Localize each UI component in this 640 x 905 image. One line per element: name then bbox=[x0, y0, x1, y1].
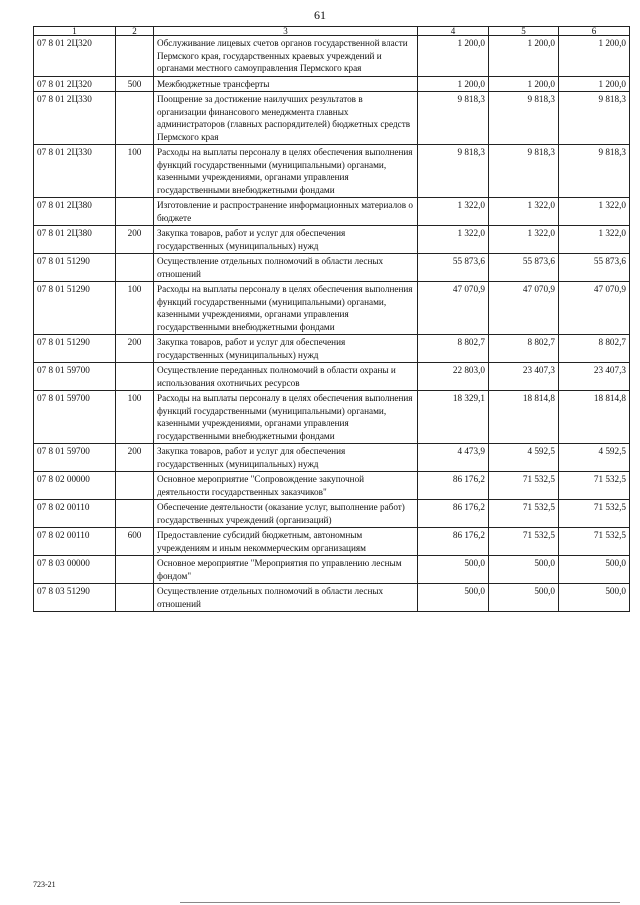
row-value-5: 8 802,7 bbox=[489, 335, 559, 363]
row-expense-type: 600 bbox=[116, 528, 154, 556]
row-name: Осуществление отдельных полномочий в области лесных отношений bbox=[154, 584, 418, 612]
column-header: 1 bbox=[34, 27, 116, 36]
row-value-5: 1 200,0 bbox=[489, 36, 559, 77]
footer-divider bbox=[180, 902, 620, 903]
table-row bbox=[34, 363, 630, 391]
row-code: 07 8 01 51290 bbox=[34, 282, 116, 335]
table-row bbox=[34, 254, 630, 282]
row-expense-type: 200 bbox=[116, 335, 154, 363]
row-value-6: 18 814,8 bbox=[559, 391, 630, 444]
row-expense-type bbox=[116, 92, 154, 145]
row-value-6: 1 322,0 bbox=[559, 198, 630, 226]
row-name: Поощрение за достижение наилучших результатов в организации финансового менеджмента главных администраторов (главных распорядителей) бюджетных средств Пермского края bbox=[154, 92, 418, 145]
row-name: Основное мероприятие "Мероприятия по управлению лесным фондом" bbox=[154, 556, 418, 584]
column-header: 4 bbox=[418, 27, 489, 36]
row-code: 07 8 01 2Ц380 bbox=[34, 226, 116, 254]
row-value-6: 1 200,0 bbox=[559, 36, 630, 77]
row-value-6: 9 818,3 bbox=[559, 92, 630, 145]
row-value-5: 9 818,3 bbox=[489, 92, 559, 145]
column-number-row bbox=[34, 27, 630, 36]
row-value-6: 9 818,3 bbox=[559, 145, 630, 198]
table-row bbox=[34, 500, 630, 528]
row-name: Закупка товаров, работ и услуг для обеспечения государственных (муниципальных) нужд bbox=[154, 444, 418, 472]
row-name: Основное мероприятие "Сопровождение закупочной деятельности государственных заказчиков" bbox=[154, 472, 418, 500]
table-row bbox=[34, 282, 630, 335]
row-name: Расходы на выплаты персоналу в целях обеспечения выполнения функций государственными (муниципальными) органами, казенными учреждениями, органами управления государственными внебюджетными фондами bbox=[154, 145, 418, 198]
row-value-6: 71 532,5 bbox=[559, 528, 630, 556]
row-value-6: 500,0 bbox=[559, 556, 630, 584]
table-row bbox=[34, 36, 630, 77]
row-value-4: 1 322,0 bbox=[418, 226, 489, 254]
row-expense-type bbox=[116, 363, 154, 391]
row-expense-type: 100 bbox=[116, 282, 154, 335]
row-value-4: 8 802,7 bbox=[418, 335, 489, 363]
row-code: 07 8 01 51290 bbox=[34, 335, 116, 363]
footer-code: 723-21 bbox=[33, 880, 56, 889]
row-expense-type bbox=[116, 198, 154, 226]
table-row bbox=[34, 391, 630, 444]
row-value-5: 1 200,0 bbox=[489, 76, 559, 92]
row-value-6: 55 873,6 bbox=[559, 254, 630, 282]
row-value-4: 18 329,1 bbox=[418, 391, 489, 444]
row-name: Осуществление переданных полномочий в области охраны и использования охотничьих ресурсов bbox=[154, 363, 418, 391]
row-expense-type bbox=[116, 36, 154, 77]
row-value-4: 500,0 bbox=[418, 556, 489, 584]
row-value-6: 23 407,3 bbox=[559, 363, 630, 391]
row-expense-type bbox=[116, 556, 154, 584]
row-name: Расходы на выплаты персоналу в целях обеспечения выполнения функций государственными (муниципальными) органами, казенными учреждениями, органами управления государственными внебюджетными фондами bbox=[154, 282, 418, 335]
row-value-6: 4 592,5 bbox=[559, 444, 630, 472]
table-row bbox=[34, 92, 630, 145]
row-code: 07 8 01 2Ц320 bbox=[34, 36, 116, 77]
row-value-4: 86 176,2 bbox=[418, 528, 489, 556]
row-code: 07 8 01 59700 bbox=[34, 391, 116, 444]
row-name: Обеспечение деятельности (оказание услуг, выполнение работ) государственных учреждений (организаций) bbox=[154, 500, 418, 528]
row-expense-type bbox=[116, 500, 154, 528]
row-name: Обслуживание лицевых счетов органов государственной власти Пермского края, государственных краевых учреждений и органами местного самоуправления Пермского края bbox=[154, 36, 418, 77]
table-row bbox=[34, 444, 630, 472]
row-code: 07 8 01 2Ц330 bbox=[34, 145, 116, 198]
row-value-5: 18 814,8 bbox=[489, 391, 559, 444]
row-value-4: 4 473,9 bbox=[418, 444, 489, 472]
row-value-5: 500,0 bbox=[489, 556, 559, 584]
row-expense-type: 100 bbox=[116, 145, 154, 198]
row-value-6: 8 802,7 bbox=[559, 335, 630, 363]
row-value-5: 500,0 bbox=[489, 584, 559, 612]
row-expense-type: 100 bbox=[116, 391, 154, 444]
row-name: Закупка товаров, работ и услуг для обеспечения государственных (муниципальных) нужд bbox=[154, 335, 418, 363]
table-row bbox=[34, 528, 630, 556]
row-value-4: 22 803,0 bbox=[418, 363, 489, 391]
row-value-4: 55 873,6 bbox=[418, 254, 489, 282]
row-expense-type: 500 bbox=[116, 76, 154, 92]
row-code: 07 8 02 00110 bbox=[34, 500, 116, 528]
row-value-6: 71 532,5 bbox=[559, 500, 630, 528]
table-row bbox=[34, 198, 630, 226]
row-value-5: 23 407,3 bbox=[489, 363, 559, 391]
row-value-4: 1 200,0 bbox=[418, 36, 489, 77]
row-code: 07 8 02 00000 bbox=[34, 472, 116, 500]
row-code: 07 8 03 51290 bbox=[34, 584, 116, 612]
row-code: 07 8 01 51290 bbox=[34, 254, 116, 282]
column-header: 2 bbox=[116, 27, 154, 36]
row-expense-type: 200 bbox=[116, 226, 154, 254]
row-value-6: 71 532,5 bbox=[559, 472, 630, 500]
row-value-6: 1 322,0 bbox=[559, 226, 630, 254]
row-expense-type bbox=[116, 584, 154, 612]
table-row bbox=[34, 556, 630, 584]
table-body bbox=[34, 36, 630, 612]
column-header: 6 bbox=[559, 27, 630, 36]
row-value-6: 1 200,0 bbox=[559, 76, 630, 92]
row-value-5: 4 592,5 bbox=[489, 444, 559, 472]
row-value-6: 500,0 bbox=[559, 584, 630, 612]
row-name: Расходы на выплаты персоналу в целях обеспечения выполнения функций государственными (муниципальными) органами, казенными учреждениями, органами управления государственными внебюджетными фондами bbox=[154, 391, 418, 444]
table-row bbox=[34, 145, 630, 198]
row-value-5: 1 322,0 bbox=[489, 226, 559, 254]
row-expense-type bbox=[116, 472, 154, 500]
row-value-5: 1 322,0 bbox=[489, 198, 559, 226]
row-expense-type bbox=[116, 254, 154, 282]
page-number: 61 bbox=[314, 8, 326, 22]
row-value-5: 55 873,6 bbox=[489, 254, 559, 282]
row-value-4: 86 176,2 bbox=[418, 500, 489, 528]
row-code: 07 8 01 59700 bbox=[34, 444, 116, 472]
column-header: 5 bbox=[489, 27, 559, 36]
table-row bbox=[34, 584, 630, 612]
row-expense-type: 200 bbox=[116, 444, 154, 472]
row-code: 07 8 02 00110 bbox=[34, 528, 116, 556]
row-value-5: 9 818,3 bbox=[489, 145, 559, 198]
table-row bbox=[34, 335, 630, 363]
row-value-4: 1 322,0 bbox=[418, 198, 489, 226]
table-row bbox=[34, 226, 630, 254]
row-name: Изготовление и распространение информационных материалов о бюджете bbox=[154, 198, 418, 226]
row-value-5: 71 532,5 bbox=[489, 472, 559, 500]
row-value-6: 47 070,9 bbox=[559, 282, 630, 335]
row-value-4: 86 176,2 bbox=[418, 472, 489, 500]
row-value-4: 1 200,0 bbox=[418, 76, 489, 92]
row-code: 07 8 01 2Ц380 bbox=[34, 198, 116, 226]
column-header: 3 bbox=[154, 27, 418, 36]
row-value-4: 9 818,3 bbox=[418, 92, 489, 145]
row-name: Межбюджетные трансферты bbox=[154, 76, 418, 92]
row-name: Предоставление субсидий бюджетным, автономным учреждениям и иным некоммерческим организациям bbox=[154, 528, 418, 556]
row-value-5: 71 532,5 bbox=[489, 500, 559, 528]
row-value-5: 47 070,9 bbox=[489, 282, 559, 335]
budget-table bbox=[33, 26, 630, 612]
row-name: Закупка товаров, работ и услуг для обеспечения государственных (муниципальных) нужд bbox=[154, 226, 418, 254]
row-value-5: 71 532,5 bbox=[489, 528, 559, 556]
row-code: 07 8 01 59700 bbox=[34, 363, 116, 391]
table-row bbox=[34, 76, 630, 92]
row-value-4: 47 070,9 bbox=[418, 282, 489, 335]
row-value-4: 9 818,3 bbox=[418, 145, 489, 198]
row-name: Осуществление отдельных полномочий в области лесных отношений bbox=[154, 254, 418, 282]
row-code: 07 8 01 2Ц330 bbox=[34, 92, 116, 145]
table-row bbox=[34, 472, 630, 500]
row-code: 07 8 01 2Ц320 bbox=[34, 76, 116, 92]
row-value-4: 500,0 bbox=[418, 584, 489, 612]
row-code: 07 8 03 00000 bbox=[34, 556, 116, 584]
